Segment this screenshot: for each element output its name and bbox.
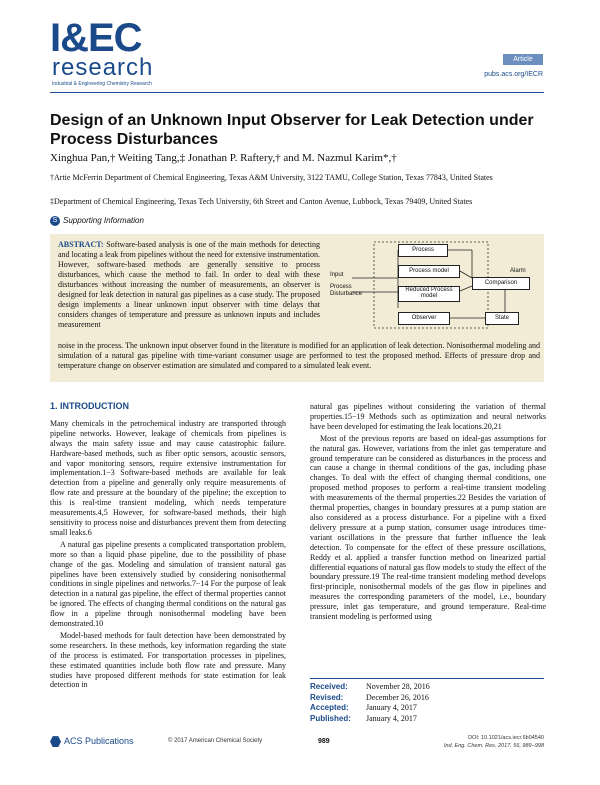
- toc-graphic: [330, 238, 542, 333]
- diagram-alarm-label: Alarm: [510, 268, 526, 274]
- paragraph: natural gas pipelines without considering the variation of thermal properties.15−19 Methods such as optimization and neural networks have been developed for estimating the leak locations.20,21: [310, 402, 546, 431]
- diagram-process-model-box: Process model: [398, 265, 460, 278]
- diagram-process-box: Process: [398, 244, 448, 257]
- abstract-body-2: noise in the process. The unknown input observer found in the literature is modified for an application of leak detection. Nonisothermal modeling and simulation of a natural gas pipeline with time-variant consumer usage are performed to test the proposed method. Effects of pressure drop and temperature change on observer estimation are simulated and compared to a simulated leak event.: [58, 341, 540, 370]
- header-rule: [50, 92, 544, 93]
- doi-citation: [420, 734, 544, 750]
- author-list[interactable]: Xinghua Pan,† Weiting Tang,‡ Jonathan P. Raftery,† and M. Nazmul Karim*,†: [50, 152, 397, 164]
- paragraph: Most of the previous reports are based on ideal-gas assumptions for the natural gas. However, variations from the inlet gas temperature and ground temperature can be considered as disturbances in the process and can cause a change in thermal conditions of the gas, including phase changes. To deal with the effect of changing thermal conditions, one proposed method proposes to perform a real-time transient modeling with measurements of the thermal properties.22 Besides the variation of thermal properties, changes in boundary pressures at a pump station are also considered as a process disturbance. For a pipeline with a fixed delivery pressure at a pump station, consumer usage introduces time-variant oscillations in the pressure that further influence the leak detection. To compensate for the effect of these pressure oscillations, Reddy et al. applied a transfer function method on linearized partial differential equations of natural gas flow models to study the effect of the boundary pressure.19 The real-time transient modeling method develops first-principle, nonisothermal models of the gas flow in pipelines and measures the corresponding parameters of the model, i.e., boundary pressure, inlet gas temperature, and ground temperature. Real-time transient modeling is performed using: [310, 433, 546, 622]
- abstract-label: ABSTRACT:: [58, 240, 104, 249]
- paragraph: A natural gas pipeline presents a complicated transportation problem, more so than a liquid phase pipeline, due to the possibility of phase change of the gas. Modeling and simulation of transient natural gas pipelines have been extensively studied by considering nonisothermal conditions in single pipelines and networks.7−14 For the purpose of leak detection in a natural gas pipeline, the effect of thermal properties cannot be ignored. The effects of changing thermal conditions on the natural gas flow in a pipeline through nonisothermal modeling have been demonstrated.10: [50, 539, 286, 629]
- journal-logo: I&EC: [50, 16, 142, 60]
- journal-subtitle: Industrial & Engineering Chemistry Research: [52, 81, 152, 87]
- date-accepted: Accepted: January 4, 2017: [310, 703, 417, 712]
- dates-rule: [310, 678, 544, 679]
- acs-publications-logo[interactable]: [50, 736, 134, 747]
- diagram-state-box: State: [485, 312, 519, 325]
- section-heading-introduction: 1. INTRODUCTION: [50, 401, 130, 411]
- diagram-disturbance-label: Process Disturbance: [330, 284, 363, 297]
- supporting-info-link[interactable]: Supporting Information: [63, 216, 144, 225]
- doi-link[interactable]: DOI: 10.1021/acs.iecr.6b04540: [468, 735, 544, 741]
- diagram-comparison-box: Comparison: [472, 277, 530, 290]
- date-published: Published: January 4, 2017: [310, 713, 417, 723]
- abstract-body-1: Software-based analysis is one of the main methods for detecting and locating a leak from pipelines without the need for extensive instrumentation. However, software-based methods are generally sensitive to process disturbances, which cause the method to fail. In order to deal with these disturbances without increasing the number of measurements, an observer is designed for leak detection in natural gas pipelines as a case study. The proposed design implements a linear unknown input observer with time delays that considers changes of temperature and pressure as unknown inputs and includes measurement: [58, 240, 321, 329]
- diagram-reduced-model-box: Reduced Process model: [398, 286, 460, 302]
- diagram-observer-box: Observer: [398, 312, 450, 325]
- acs-hexagon-icon: [50, 736, 61, 747]
- diagram-input-label: Input: [330, 272, 344, 278]
- journal-citation: Ind. Eng. Chem. Res. 2017, 56, 989−998: [443, 743, 544, 749]
- article-dates: [310, 682, 430, 724]
- journal-url-link[interactable]: pubs.acs.org/IECR: [484, 71, 543, 78]
- journal-logo-research: research: [52, 54, 154, 81]
- affiliation-1: †Artie McFerrin Department of Chemical Engineering, Texas A&M University, 3122 TAMU, College Station, Texas 77843, United States: [50, 173, 493, 182]
- affiliation-2: ‡Department of Chemical Engineering, Texas Tech University, 6th Street and Canton Avenue, Lubbock, Texas 79409, United States: [50, 197, 473, 206]
- date-revised: Revised: December 26, 2016: [310, 692, 429, 702]
- supporting-info-icon[interactable]: S: [50, 216, 60, 226]
- abstract-text: [58, 240, 320, 330]
- article-badge: Article: [503, 54, 543, 65]
- page-number: 989: [318, 738, 330, 745]
- body-left-column: [50, 402, 286, 690]
- date-received: Received: November 28, 2016: [310, 682, 430, 691]
- paragraph: Many chemicals in the petrochemical industry are transported through pipeline networks. However, leakage of chemicals from pipelines is always the main safety issue and may cause catastrophic failure. Hardware-based methods, such as fiber optic sensors, acoustic sensors, and vapor monitoring sensors, require extensive instrumentation for implementation.1−3 Software-based methods are available for leak detection from a pipeline and generally only require measurements of flow rate and pressure at the boundary of the pipeline; the exception to this is real-time transient modeling, which needs temperature measurements.4,5 However, for software-based methods, their high sensitivity to process noise and disturbances prevent them from detecting small leaks.6: [50, 418, 286, 537]
- copyright-notice: © 2017 American Chemical Society: [168, 738, 263, 744]
- body-right-column: [310, 402, 546, 622]
- article-title: Design of an Unknown Input Observer for Leak Detection under Process Disturbances: [50, 112, 534, 148]
- publisher-name: ACS Publications: [64, 736, 134, 746]
- paragraph: Model-based methods for fault detection have been demonstrated by some researchers. In these methods, key information regarding the state of the process is estimated. For transportation processes in pipelines, these estimated quantities include both flow rate and pressure. Many studies have proposed different methods for state estimation for leak detection in: [50, 630, 286, 690]
